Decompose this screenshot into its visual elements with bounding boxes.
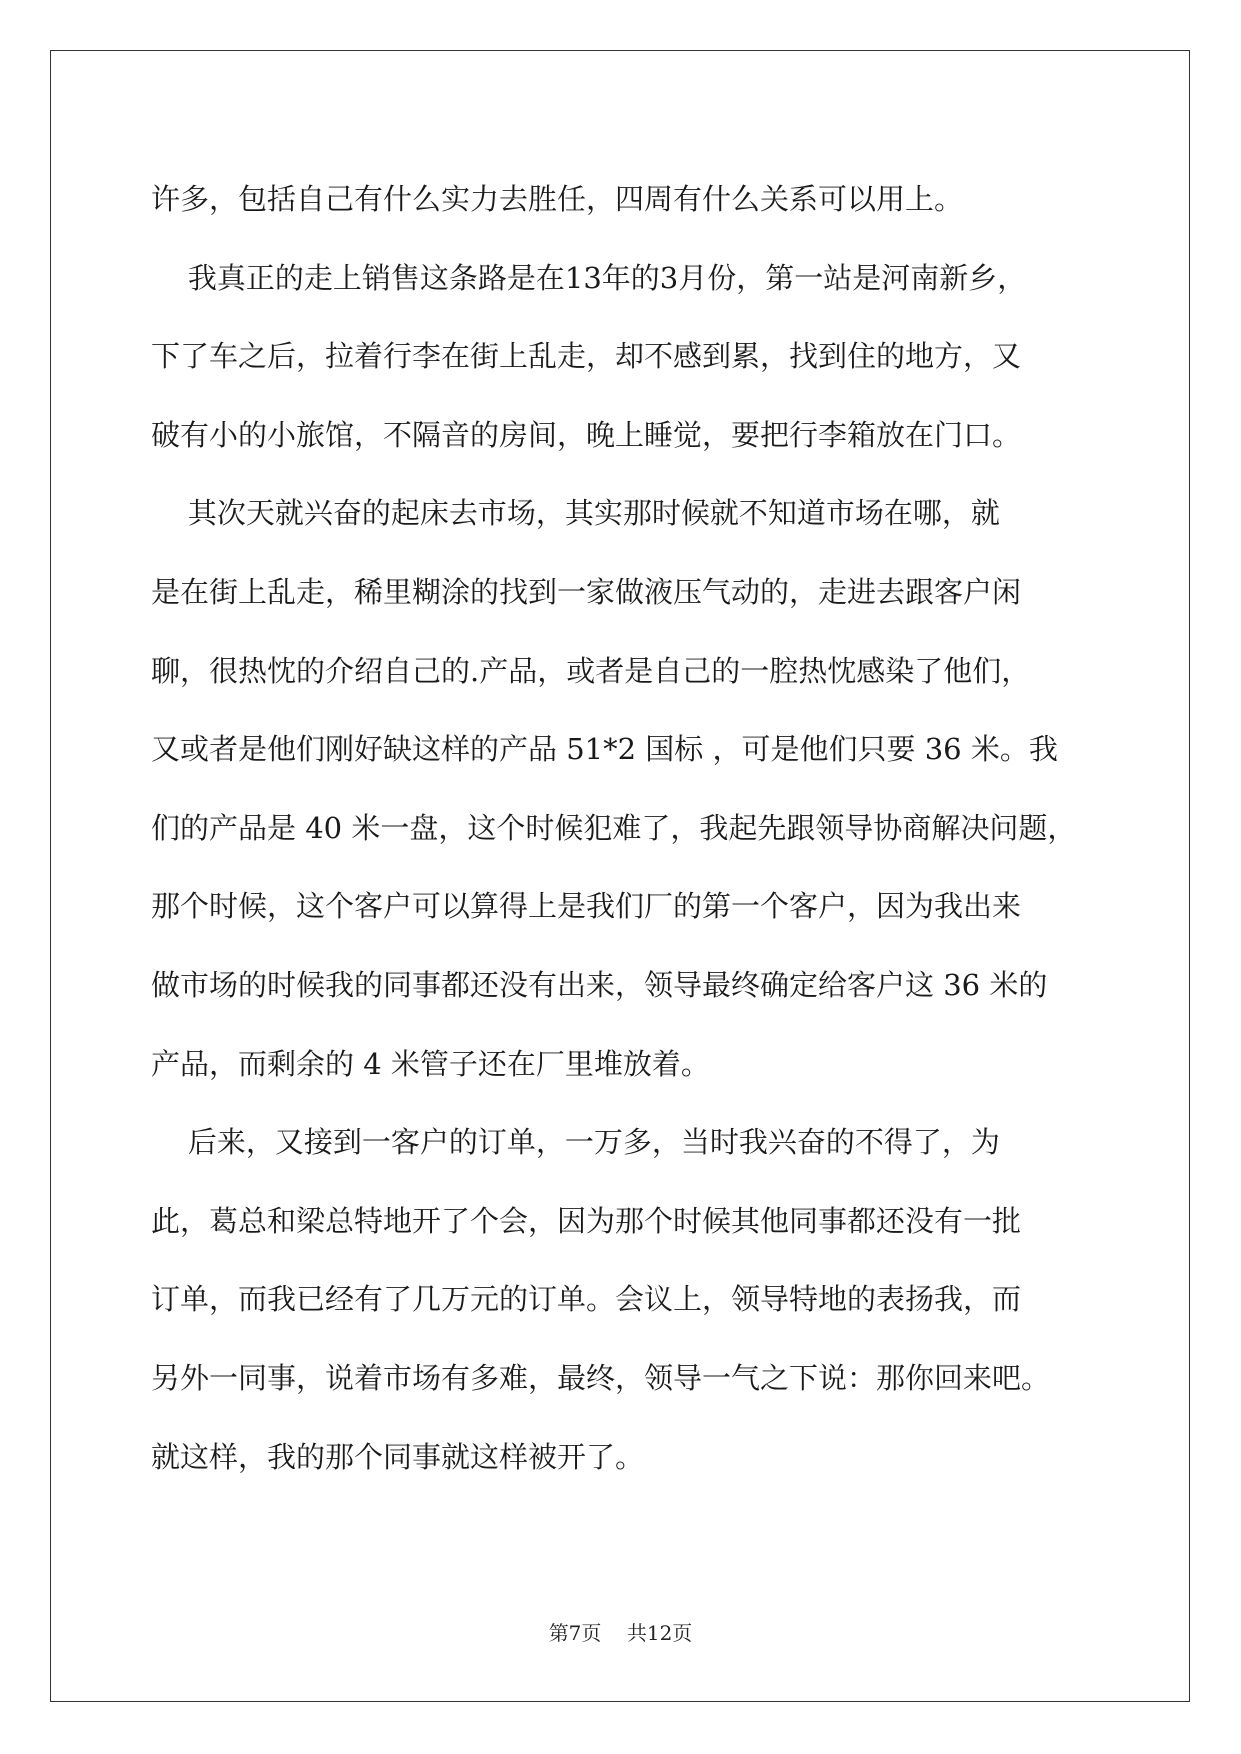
text-line: 下了车之后，拉着行李在街上乱走，却不感到累，找到住的地方，又 bbox=[151, 339, 1022, 374]
document-body bbox=[151, 160, 1096, 1496]
text-line: 就这样，我的那个同事就这样被开了。 bbox=[151, 1439, 645, 1474]
text-line: 其次天就兴奋的起床去市场，其实那时候就不知道市场在哪，就 bbox=[151, 496, 1000, 531]
text-line: 们的产品是 40 米一盘，这个时候犯难了，我起先跟领导协商解决问题， bbox=[151, 810, 1077, 845]
text-line: 此，葛总和梁总特地开了个会，因为那个时候其他同事都还没有一批 bbox=[151, 1203, 1022, 1238]
text-line: 后来，又接到一客户的订单，一万多，当时我兴奋的不得了，为 bbox=[151, 1125, 1000, 1160]
text-line: 破有小的小旅馆，不隔音的房间，晚上睡觉，要把行李箱放在门口。 bbox=[151, 417, 1022, 452]
text-line: 许多，包括自己有什么实力去胜任，四周有什么关系可以用上。 bbox=[151, 182, 964, 216]
text-line: 是在街上乱走，稀里糊涂的找到一家做液压气动的，走进去跟客户闲 bbox=[151, 574, 1022, 609]
text-line: 产品，而剩余的 4 米管子还在厂里堆放着。 bbox=[151, 1046, 710, 1081]
text-line: 又或者是他们刚好缺这样的产品 51*2 国标 ，可是他们只要 36 米。我 bbox=[151, 732, 1058, 767]
text-line: 聊，很热忱的介绍自己的.产品，或者是自己的一腔热忱感染了他们， bbox=[151, 653, 1031, 688]
text-line: 订单，而我已经有了几万元的订单。会议上，领导特地的表扬我，而 bbox=[151, 1282, 1022, 1317]
text-line: 那个时候，这个客户可以算得上是我们厂的第一个客户，因为我出来 bbox=[151, 889, 1022, 924]
page-number-footer: 第7页 共12页 bbox=[548, 1621, 693, 1645]
text-line: 另外一同事，说着市场有多难，最终，领导一气之下说：那你回来吧。 bbox=[151, 1360, 1051, 1395]
text-line: 我真正的走上销售这条路是在13年的3月份，第一站是河南新乡， bbox=[151, 260, 1027, 295]
text-line: 做市场的时候我的同事都还没有出来，领导最终确定给客户这 36 米的 bbox=[151, 967, 1048, 1002]
